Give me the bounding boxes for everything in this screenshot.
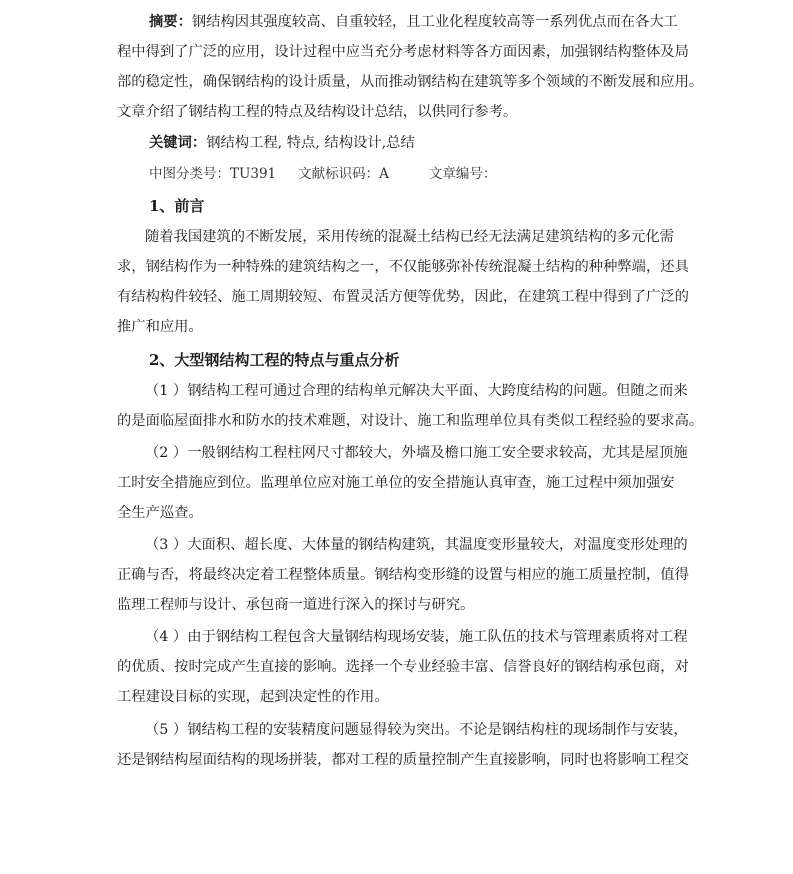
section-1-heading: 1、前言 [149, 197, 205, 215]
abstract-text-1: 钢结构因其强度较高、自重较轻，且工业化程度较高等一系列优点而在各大工 [191, 14, 678, 30]
article-number: 文章编号： [428, 166, 497, 182]
clc-number: 中图分类号：TU391 [149, 166, 277, 182]
section-2-p4-line-3: 工程建设目标的实现，起到决定性的作用。 [117, 689, 389, 705]
section-2-heading: 2、大型钢结构工程的特点与重点分析 [149, 351, 400, 369]
abstract-label: 摘要： [149, 14, 192, 30]
section-2-p5-line-1: （5 ）钢结构工程的安装精度问题显得较为突出。不论是钢结构柱的现场制作与安装， [145, 722, 688, 738]
section-1-line-4: 推广和应用。 [117, 319, 203, 335]
keywords-text: 钢结构工程, 特点, 结构设计,总结 [206, 135, 415, 151]
section-2-p3-line-2: 正确与否，将最终决定着工程整体质量。钢结构变形缝的设置与相应的施工质量控制，值得 [117, 567, 689, 583]
section-2-p4-line-1: （4 ）由于钢结构工程包含大量钢结构现场安装，施工队伍的技术与管理素质将对工程 [145, 629, 688, 645]
section-2-p4-line-2: 的优质、按时完成产生直接的影响。选择一个专业经验丰富、信誉良好的钢结构承包商，对 [117, 659, 689, 675]
keywords-line [149, 133, 415, 153]
section-2-p2-line-3: 全生产巡查。 [117, 505, 203, 521]
section-1-line-2: 求，钢结构作为一种特殊的建筑结构之一，不仅能够弥补传统混凝土结构的种种弊端，还具 [117, 259, 689, 275]
section-2-p2-line-1: （2 ）一般钢结构工程柱网尺寸都较大，外墙及檐口施工安全要求较高，尤其是屋顶施 [145, 445, 688, 461]
section-2-p2-line-2: 工时安全措施应到位。监理单位应对施工单位的安全措施认真审查，施工过程中须加强安 [117, 475, 675, 491]
abstract-line-3: 部的稳定性，确保钢结构的设计质量，从而推动钢结构在建筑等多个领域的不断发展和应用。 [117, 74, 704, 90]
document-code: 文献标识码：A [298, 166, 389, 182]
abstract-line-1 [149, 12, 678, 32]
section-1-line-1: 随着我国建筑的不断发展，采用传统的混凝土结构已经无法满足建筑结构的多元化需 [145, 229, 674, 245]
keywords-label: 关键词： [149, 135, 207, 151]
section-2-p3-line-1: （3 ）大面积、超长度、大体量的钢结构建筑，其温度变形量较大，对温度变形处理的 [145, 537, 688, 553]
section-2-p1-line-1: （1 ）钢结构工程可通过合理的结构单元解决大平面、大跨度结构的问题。但随之而来 [145, 383, 688, 399]
classification-line [149, 164, 496, 184]
section-2-p3-line-3: 监理工程师与设计、承包商一道进行深入的探讨与研究。 [117, 597, 475, 613]
section-2-p5-line-2: 还是钢结构屋面结构的现场拼装，都对工程的质量控制产生直接影响，同时也将影响工程交 [117, 752, 689, 768]
section-2-p1-line-2: 的是面临屋面排水和防水的技术难题，对设计、施工和监理单位具有类似工程经验的要求高。 [117, 413, 704, 429]
abstract-line-2: 程中得到了广泛的应用，设计过程中应当充分考虑材料等各方面因素，加强钢结构整体及局 [117, 44, 689, 60]
section-1-line-3: 有结构构件较轻、施工周期较短、布置灵活方便等优势，因此，在建筑工程中得到了广泛的 [117, 289, 689, 305]
abstract-line-4: 文章介绍了钢结构工程的特点及结构设计总结，以供同行参考。 [117, 104, 518, 120]
